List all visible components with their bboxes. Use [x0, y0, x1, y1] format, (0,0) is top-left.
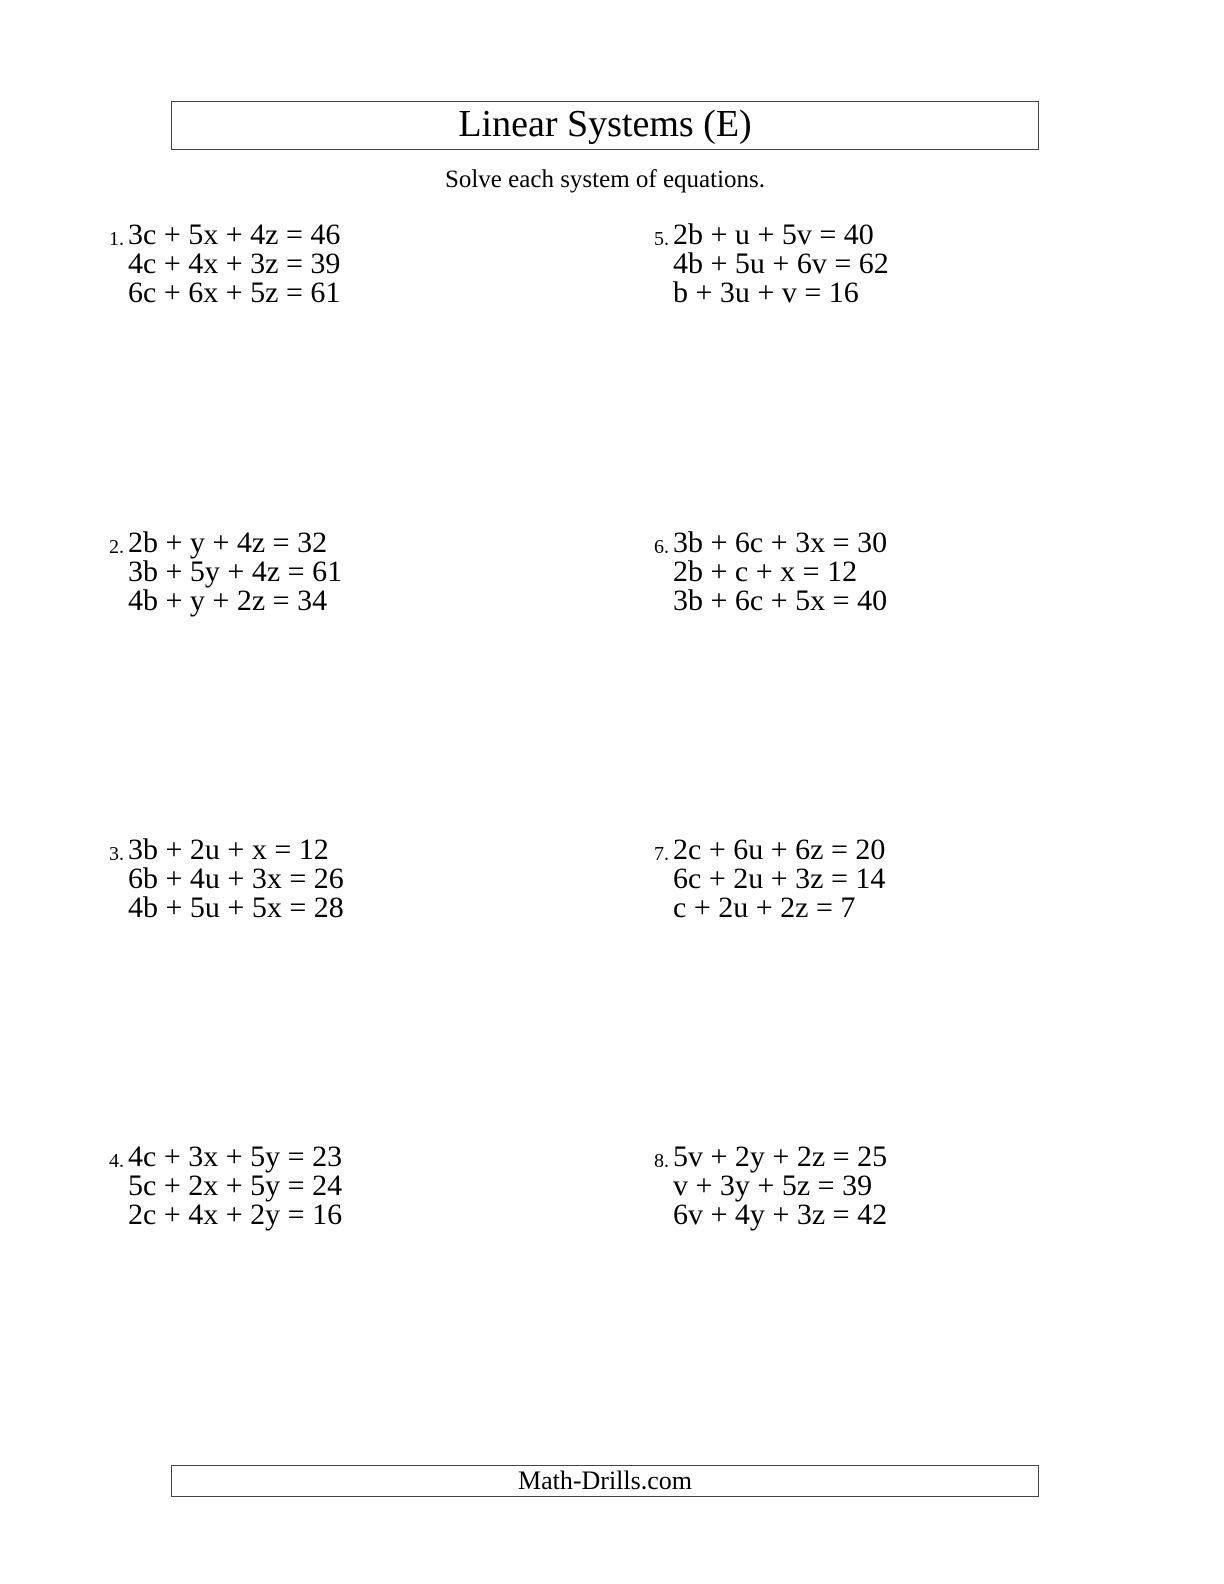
equation: 2c + 4x + 2y = 16	[128, 1198, 343, 1231]
problem-number: 1.	[109, 228, 124, 250]
problem-number: 3.	[109, 843, 124, 865]
equation: 4c + 3x + 5y = 23	[128, 1140, 343, 1173]
instructions: Solve each system of equations.	[444, 166, 766, 193]
worksheet-title: Linear Systems (E)	[171, 101, 1039, 150]
equation-system	[128, 528, 342, 615]
equation: 6c + 2u + 3z = 14	[673, 862, 886, 895]
equation: 4b + 5u + 5x = 28	[128, 891, 344, 924]
equation: 3b + 2u + x = 12	[128, 833, 329, 866]
equation: 3b + 5y + 4z = 61	[128, 555, 343, 588]
footer-source: Math-Drills.com	[171, 1465, 1039, 1497]
equation: 2c + 6u + 6z = 20	[673, 833, 886, 866]
equation: 6v + 4y + 3z = 42	[673, 1198, 888, 1231]
equation: 2b + c + x = 12	[673, 555, 858, 588]
equation: 6b + 4u + 3x = 26	[128, 862, 344, 895]
problem-number: 7.	[654, 843, 669, 865]
equation: c + 2u + 2z = 7	[673, 891, 856, 924]
equation-system	[673, 1142, 887, 1229]
problem-number: 2.	[109, 536, 124, 558]
equation-system	[128, 835, 344, 922]
equation: 3c + 5x + 4z = 46	[128, 218, 341, 251]
problem-number: 4.	[109, 1150, 124, 1172]
equation: 5c + 2x + 5y = 24	[128, 1169, 343, 1202]
equation: 3b + 6c + 5x = 40	[673, 584, 888, 617]
equation: 4b + 5u + 6v = 62	[673, 247, 889, 280]
equation-system	[128, 220, 340, 307]
equation: 6c + 6x + 5z = 61	[128, 276, 341, 309]
equation: b + 3u + v = 16	[673, 276, 859, 309]
equation: 3b + 6c + 3x = 30	[673, 526, 888, 559]
equation-system	[673, 835, 885, 922]
problem-number: 5.	[654, 228, 669, 250]
problem-number: 6.	[654, 536, 669, 558]
equation-system	[128, 1142, 342, 1229]
equation: 2b + u + 5v = 40	[673, 218, 874, 251]
equation: v + 3y + 5z = 39	[673, 1169, 873, 1202]
equation-system	[673, 528, 887, 615]
problem-number: 8.	[654, 1150, 669, 1172]
equation: 2b + y + 4z = 32	[128, 526, 328, 559]
equation-system	[673, 220, 889, 307]
equation: 5v + 2y + 2z = 25	[673, 1140, 888, 1173]
equation: 4b + y + 2z = 34	[128, 584, 328, 617]
equation: 4c + 4x + 3z = 39	[128, 247, 341, 280]
